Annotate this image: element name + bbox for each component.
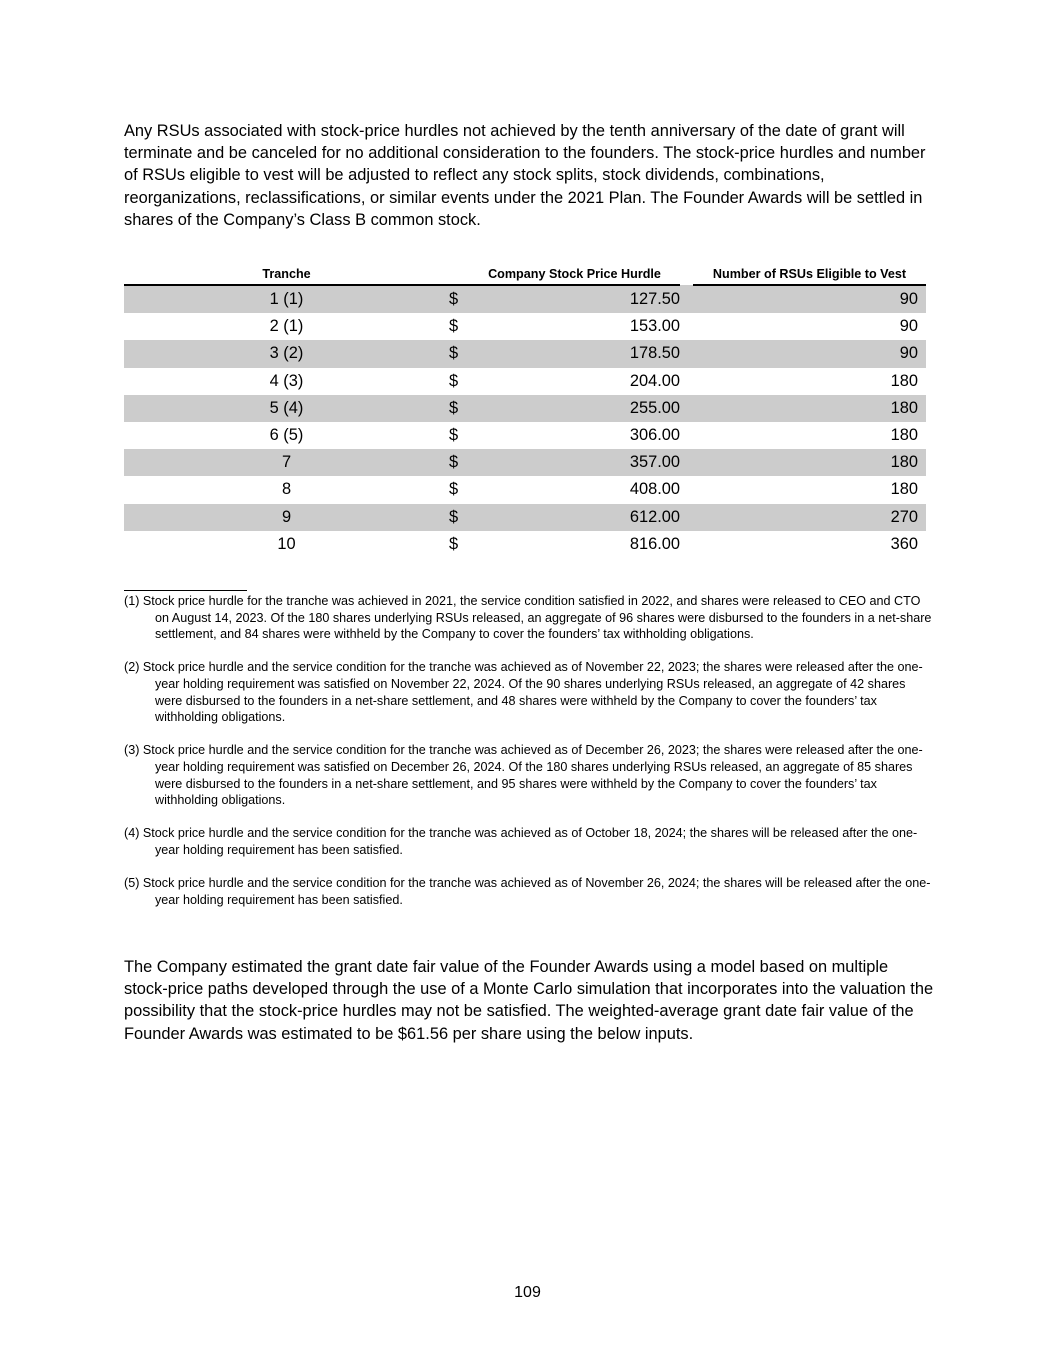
cell-price: 357.00 [469, 449, 680, 476]
table-row [124, 313, 926, 340]
cell-currency: $ [449, 285, 469, 313]
footnote: (4) Stock price hurdle and the service condition for the tranche was achieved as of October 18, 2024; the shares will be released after the one-year holding requirement has been satisfied. [124, 826, 918, 857]
cell-rsus: 90 [899, 317, 918, 336]
cell-gap [680, 449, 693, 476]
cell-price: 204.00 [629, 371, 680, 390]
cell-gap [680, 368, 693, 395]
cell-gap [680, 395, 693, 422]
cell-rsus: 180 [693, 449, 926, 476]
cell-gap [680, 340, 693, 367]
cell-rsus: 180 [693, 395, 926, 422]
cell-gap [680, 313, 693, 340]
header-spacer [449, 264, 469, 285]
cell-gap [680, 531, 693, 558]
cell-price: 255.00 [469, 395, 680, 422]
cell-currency: $ [449, 395, 469, 422]
table-row [124, 285, 926, 313]
cell-currency: $ [449, 480, 459, 499]
cell-price: 153.00 [629, 317, 680, 336]
cell-tranche: 5 (4) [124, 395, 449, 422]
table-row [124, 449, 926, 476]
header-tranche: Tranche [124, 264, 449, 285]
tranche-table [124, 264, 926, 558]
table-row [124, 395, 926, 422]
footnote: (2) Stock price hurdle and the service condition for the tranche was achieved as of November 22, 2023; the shares were released after the one-year holding requirement was satisfied on November 22, 2024. Of the 90 shares underlying RSUs released, an aggregate of 42 shares were disbursed to the founders in a net-share settlement, and 48 shares were withheld by the Company to cover the founders’ tax withholding obligations. [124, 660, 923, 725]
cell-tranche: 10 [277, 534, 296, 553]
cell-tranche: 6 (5) [269, 426, 304, 445]
intro-paragraph: Any RSUs associated with stock-price hurdles not achieved by the tenth anniversary of the date of grant will terminate and be canceled for no additional consideration to the founders. The stock-price hurdles and number of RSUs eligible to vest will be adjusted to reflect any stock splits, stock dividends, combinations, reorganizations, reclassifications, or similar events under the 2021 Plan. The Founder Awards will be settled in shares of the Company’s Class B common stock. [124, 122, 926, 229]
cell-price: 178.50 [469, 340, 680, 367]
cell-rsus: 360 [890, 534, 918, 553]
header-gap [680, 264, 693, 285]
cell-tranche: 9 [124, 504, 449, 531]
cell-tranche: 7 [124, 449, 449, 476]
cell-currency: $ [449, 534, 459, 553]
cell-currency: $ [449, 340, 469, 367]
cell-gap [680, 476, 693, 503]
cell-currency: $ [449, 426, 459, 445]
cell-tranche: 3 (2) [124, 340, 449, 367]
table-row [124, 340, 926, 367]
cell-price: 816.00 [629, 534, 680, 553]
closing-paragraph: The Company estimated the grant date fair value of the Founder Awards using a model based on multiple stock-price paths developed through the use of a Monte Carlo simulation that incorporates into the valuation the possibility that the stock-price hurdles may not be satisfied. The weighted-average grant date fair value of the Founder Awards was estimated to be $61.56 per share using the below inputs. [124, 958, 934, 1043]
footnotes [124, 593, 932, 925]
cell-price: 306.00 [629, 426, 680, 445]
cell-currency: $ [449, 371, 459, 390]
header-rsus: Number of RSUs Eligible to Vest [693, 264, 926, 285]
cell-price: 127.50 [469, 285, 680, 313]
cell-rsus: 270 [693, 504, 926, 531]
table-row [124, 476, 926, 503]
cell-rsus: 180 [890, 480, 918, 499]
footnote: (1) Stock price hurdle for the tranche was achieved in 2021, the service condition satisfied in 2022, and shares were released to CEO and CTO on August 14, 2023. Of the 180 shares underlying RSUs released, an aggregate of 96 shares were disbursed to the founders in a net-share settlement, and 84 shares were withheld by the Company to cover the founders’ tax withholding obligations. [124, 594, 932, 642]
table-row [124, 422, 926, 449]
cell-currency: $ [449, 449, 469, 476]
cell-currency: $ [449, 317, 459, 336]
cell-rsus: 90 [693, 285, 926, 313]
page-number: 109 [514, 1284, 541, 1301]
cell-tranche: 4 (3) [269, 371, 304, 390]
cell-gap [680, 422, 693, 449]
table-header-row [124, 264, 926, 285]
cell-currency: $ [449, 504, 469, 531]
cell-price: 408.00 [629, 480, 680, 499]
header-price-hurdle: Company Stock Price Hurdle [469, 264, 680, 285]
cell-tranche: 2 (1) [269, 317, 304, 336]
footnote-separator [124, 590, 247, 591]
cell-gap [680, 285, 693, 313]
footnote: (3) Stock price hurdle and the service condition for the tranche was achieved as of December 26, 2023; the shares were released after the one-year holding requirement was satisfied on December 26, 2024. Of the 180 shares underlying RSUs released, an aggregate of 85 shares were disbursed to the founders in a net-share settlement, and 95 shares were withheld by the Company to cover the founders’ tax withholding obligations. [124, 743, 923, 808]
cell-tranche: 1 (1) [124, 285, 449, 313]
table-row [124, 531, 926, 558]
cell-rsus: 180 [890, 426, 918, 445]
table-row [124, 504, 926, 531]
cell-price: 612.00 [469, 504, 680, 531]
table-row [124, 368, 926, 395]
cell-rsus: 90 [693, 340, 926, 367]
cell-gap [680, 504, 693, 531]
cell-rsus: 180 [890, 371, 918, 390]
cell-tranche: 8 [281, 480, 292, 499]
footnote: (5) Stock price hurdle and the service condition for the tranche was achieved as of November 26, 2024; the shares will be released after the one-year holding requirement has been satisfied. [124, 876, 931, 907]
